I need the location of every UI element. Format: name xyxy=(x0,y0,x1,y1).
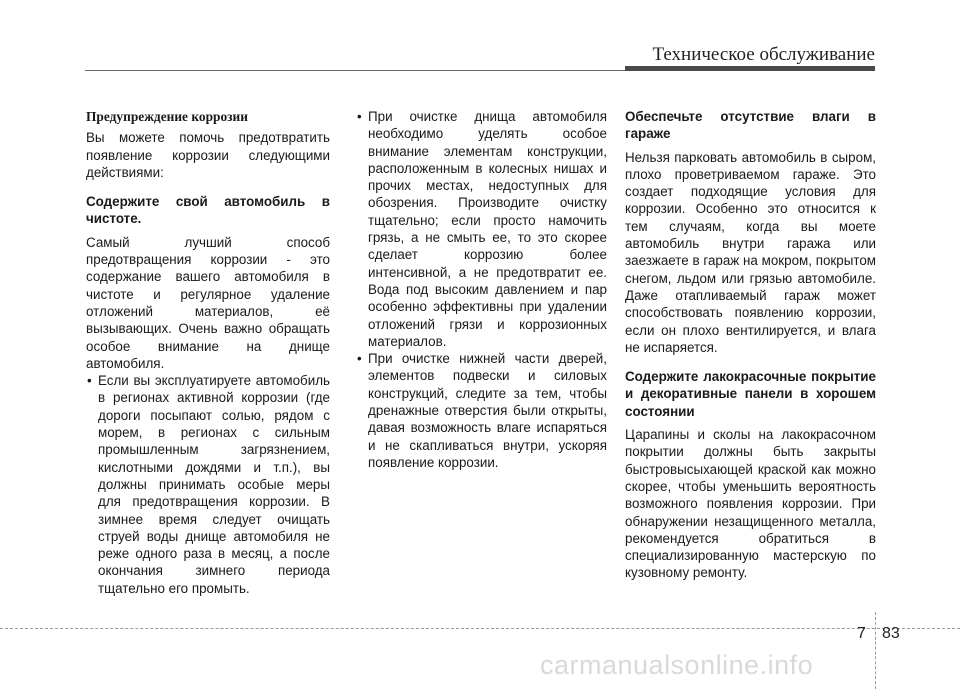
intro-paragraph: Вы можете помочь предотвратить появление коррозии следующими действиями: xyxy=(86,130,330,180)
column-1 xyxy=(86,108,330,597)
section-title: Техническое обслуживание xyxy=(652,44,875,65)
keep-clean-heading: Содержите свой автомобиль в чистоте. xyxy=(86,194,330,227)
bullet-item: • При очистке днища автомобиля необходимо уделять особое внимание элементам конструкции, расположенным в колесных нишах и прочих местах, недоступных для обозрения. Производите очистку тщательно; если просто намочить грязь, а не смыть ее, то это скорее сделает коррозию более интенсивной, а не предотвратит ее. Вода под высоким давлением и пар особенно эффективны при удалении отложений грязи и коррозионных материалов. xyxy=(356,108,607,350)
page-number: 83 xyxy=(882,625,900,642)
column-3 xyxy=(625,108,876,582)
paint-heading: Содержите лакокрасочные покрытие и декоративные панели в хорошем состоянии xyxy=(625,369,876,419)
bullet-list xyxy=(86,372,330,597)
keep-clean-paragraph: Самый лучший способ предотвращения коррозии - это содержание вашего автомобиля в чистоте и регулярное удаление отложений материалов, её вызывающих. Очень важно обращать особое внимание на днище автомобиля. xyxy=(86,234,330,371)
bullet-item: • При очистке нижней части дверей, элементов подвески и силовых конструкций, следите за тем, чтобы дренажные отверстия были открыты, давая возможность влаге испаряться и не скапливаться внутри, ускоряя появление коррозии. xyxy=(356,350,607,471)
footer-divider xyxy=(875,612,876,689)
corrosion-heading: Предупреждение коррозии xyxy=(86,109,248,124)
bullet-list xyxy=(356,108,607,471)
header-rule-accent xyxy=(625,66,875,71)
footer-rule xyxy=(0,628,960,629)
watermark: carmanualsonline.info xyxy=(540,650,814,680)
chapter-number: 7 xyxy=(857,625,866,642)
paint-paragraph: Царапины и сколы на лакокрасочном покрытии должны быть закрыты быстровысыхающей краской как можно скорее, чтобы уменьшить вероятность возможного появления коррозии. При обнаружении незащищенного металла, рекомендуется обратиться в специализированную мастерскую по кузовному ремонту. xyxy=(625,427,876,581)
garage-heading: Обеспечьте отсутствие влаги в гараже xyxy=(625,109,876,142)
column-2 xyxy=(356,108,607,471)
bullet-item: • Если вы эксплуатируете автомобиль в регионах активной коррозии (где дороги посыпают солью, рядом с морем, в регионах с сильным промышленным загрязнением, кислотными дождями и т.п.), вы должны принимать особые меры для предотвращения коррозии. В зимнее время следует очищать струей воды днище автомобиля не реже одного раза в месяц, а после окончания зимнего периода тщательно его промыть. xyxy=(86,372,330,597)
garage-paragraph: Нельзя парковать автомобиль в сыром, плохо проветриваемом гараже. Это создает подходящие условия для коррозии. Особенно это относится к тем случаям, когда вы моете автомобиль внутри гаража или заезжаете в гараж на мокром, покрытом снегом, льдом или грязью автомобиле. Даже отапливаемый гараж может способствовать появлению коррозии, если он плохо вентилируется, и влага не испаряется. xyxy=(625,149,876,355)
